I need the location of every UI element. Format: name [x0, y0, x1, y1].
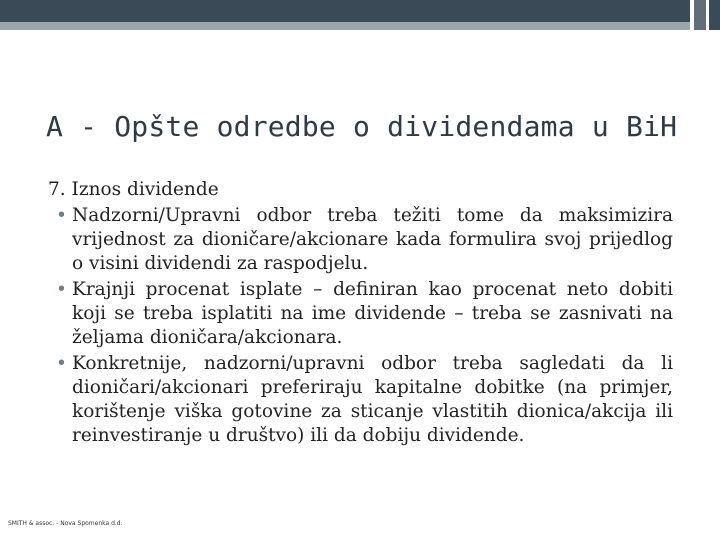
slide-content: [48, 178, 673, 450]
slide-title: A - Opšte odredbe o dividendama u BiH: [46, 110, 678, 143]
list-item: [48, 204, 673, 276]
bullet-icon: •: [56, 279, 67, 300]
bullet-text: Nadzorni/Upravni odbor treba težiti tome da maksimizira vrijednost za dioničare/akcionare kada formulira svoj prijedlog o visini dividendi za raspodjelu.: [72, 205, 673, 274]
corner-accent-block: [694, 0, 706, 30]
top-banner-bar: [0, 0, 690, 22]
section-heading: 7. Iznos dividende: [48, 179, 219, 200]
bullet-list: [48, 204, 673, 448]
slide-footer: SMITH & assoc. - Nova Spomenka d.d.: [8, 520, 123, 527]
bullet-text: Konkretnije, nadzorni/upravni odbor treba sagledati da li dioničari/akcionari preferiraju kapitalne dobitke (na primjer, korištenje viška gotovine za sticanje vlastitih dionica/akcija ili reinvestiranje u društvo) ili da dobiju dividende.: [72, 353, 673, 446]
bullet-icon: •: [56, 353, 67, 374]
bullet-icon: •: [56, 205, 67, 226]
list-item: [48, 278, 673, 350]
list-item: [48, 352, 673, 448]
top-banner-stripe: [0, 22, 690, 30]
bullet-text: Krajnji procenat isplate – definiran kao procenat neto dobiti koji se treba isplatiti na ime dividende – treba se zasnivati na željama dioničara/akcionara.: [72, 279, 673, 348]
corner-accent-block: [709, 0, 720, 30]
